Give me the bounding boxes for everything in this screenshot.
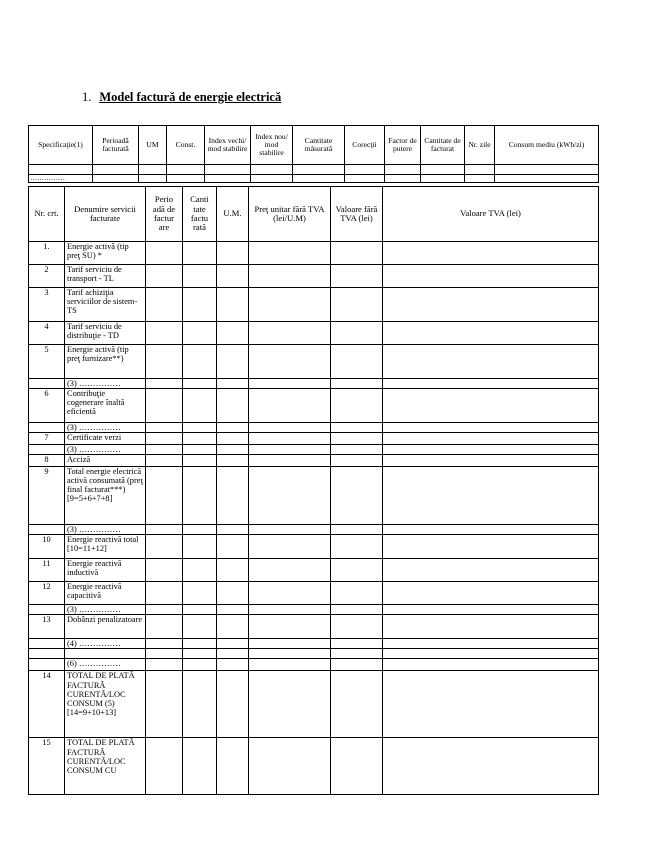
- service-name-cell: (3) ……………: [65, 423, 146, 433]
- service-name-cell: [65, 649, 146, 659]
- value-cell: [383, 559, 599, 582]
- value-cell: [249, 445, 331, 455]
- value-cell: [146, 242, 183, 265]
- spec-empty-row: [29, 165, 599, 175]
- value-cell: [183, 649, 217, 659]
- row-number-cell: 12: [29, 582, 65, 605]
- value-cell: [331, 649, 383, 659]
- value-cell: [183, 345, 217, 379]
- service-name-cell: Tarif serviciu de distribuţie - TD: [65, 322, 146, 345]
- value-cell: [183, 671, 217, 738]
- row-number-cell: 3: [29, 288, 65, 322]
- value-cell: [383, 423, 599, 433]
- value-cell: [146, 467, 183, 525]
- value-cell: [217, 525, 249, 535]
- row-number-cell: 13: [29, 615, 65, 639]
- value-cell: [249, 455, 331, 467]
- value-cell: [183, 659, 217, 671]
- value-cell: [146, 379, 183, 389]
- spec-header-cell: Index vechi/ mod stabilire: [205, 126, 251, 165]
- service-name-cell: TOTAL DE PLATĂ FACTURĂ CURENTĂ/LOC CONSUM (5) [14=9+10+13]: [65, 671, 146, 738]
- value-cell: [217, 288, 249, 322]
- value-cell: [331, 345, 383, 379]
- value-cell: [217, 738, 249, 795]
- row-number-cell: 8: [29, 455, 65, 467]
- value-cell: [383, 379, 599, 389]
- value-cell: [217, 455, 249, 467]
- row-number-cell: 14: [29, 671, 65, 738]
- invoice-header-cell: Canti tate factu rată: [183, 187, 217, 242]
- value-cell: [146, 649, 183, 659]
- value-cell: [331, 659, 383, 671]
- value-cell: [249, 345, 331, 379]
- value-cell: [249, 738, 331, 795]
- value-cell: [217, 605, 249, 615]
- value-cell: [146, 535, 183, 559]
- value-cell: [331, 322, 383, 345]
- row-number-cell: 1.: [29, 242, 65, 265]
- value-cell: [249, 379, 331, 389]
- value-cell: [217, 559, 249, 582]
- value-cell: [331, 379, 383, 389]
- spec-dots-cell: ……………: [29, 175, 93, 183]
- spec-header-cell: Cantitate măsurată: [293, 126, 345, 165]
- spec-header-cell: Consum mediu (kWh/zi): [495, 126, 599, 165]
- value-cell: [217, 433, 249, 445]
- row-number-cell: [29, 379, 65, 389]
- value-cell: [146, 445, 183, 455]
- value-cell: [183, 423, 217, 433]
- invoice-row: [29, 265, 599, 288]
- service-name-cell: (3) ……………: [65, 445, 146, 455]
- invoice-row: [29, 423, 599, 433]
- value-cell: [249, 288, 331, 322]
- value-cell: [249, 467, 331, 525]
- value-cell: [383, 582, 599, 605]
- invoice-header-cell: Nr. crt.: [29, 187, 65, 242]
- invoice-header-cell: Denumire servicii facturate: [65, 187, 146, 242]
- value-cell: [249, 582, 331, 605]
- value-cell: [217, 535, 249, 559]
- invoice-row: [29, 639, 599, 649]
- value-cell: [383, 615, 599, 639]
- value-cell: [331, 615, 383, 639]
- service-name-cell: (3) ……………: [65, 379, 146, 389]
- invoice-header-cell: Preţ unitar fără TVA (lei/U.M): [249, 187, 331, 242]
- value-cell: [146, 615, 183, 639]
- invoice-row: [29, 659, 599, 671]
- value-cell: [249, 242, 331, 265]
- invoice-header-cell: U.M.: [217, 187, 249, 242]
- value-cell: [183, 738, 217, 795]
- service-name-cell: Energie reactivă total [10=11+12]: [65, 535, 146, 559]
- value-cell: [331, 265, 383, 288]
- value-cell: [146, 605, 183, 615]
- value-cell: [331, 525, 383, 535]
- value-cell: [183, 535, 217, 559]
- value-cell: [249, 433, 331, 445]
- invoice-row: [29, 389, 599, 423]
- value-cell: [383, 345, 599, 379]
- row-number-cell: 5: [29, 345, 65, 379]
- spec-header-cell: Cantitate de facturat: [421, 126, 465, 165]
- value-cell: [146, 389, 183, 423]
- service-name-cell: (3) ……………: [65, 605, 146, 615]
- invoice-row: [29, 525, 599, 535]
- value-cell: [331, 582, 383, 605]
- value-cell: [146, 659, 183, 671]
- spec-header-row: [29, 126, 599, 165]
- invoice-row: [29, 445, 599, 455]
- invoice-row: [29, 433, 599, 445]
- value-cell: [249, 615, 331, 639]
- invoice-row: [29, 345, 599, 379]
- value-cell: [249, 535, 331, 559]
- value-cell: [249, 423, 331, 433]
- spec-dots-row: [29, 175, 599, 183]
- value-cell: [249, 322, 331, 345]
- value-cell: [146, 345, 183, 379]
- value-cell: [183, 525, 217, 535]
- value-cell: [383, 535, 599, 559]
- service-name-cell: Energie reactivă capacitivă: [65, 582, 146, 605]
- value-cell: [383, 525, 599, 535]
- spec-header-cell: Factor de putere: [385, 126, 421, 165]
- value-cell: [249, 265, 331, 288]
- value-cell: [217, 242, 249, 265]
- value-cell: [383, 389, 599, 423]
- value-cell: [217, 389, 249, 423]
- value-cell: [217, 639, 249, 649]
- value-cell: [146, 559, 183, 582]
- value-cell: [183, 265, 217, 288]
- row-number-cell: 10: [29, 535, 65, 559]
- value-cell: [383, 242, 599, 265]
- value-cell: [183, 582, 217, 605]
- value-cell: [217, 582, 249, 605]
- row-number-cell: [29, 649, 65, 659]
- value-cell: [217, 649, 249, 659]
- value-cell: [183, 379, 217, 389]
- value-cell: [249, 389, 331, 423]
- value-cell: [146, 738, 183, 795]
- value-cell: [217, 467, 249, 525]
- value-cell: [331, 445, 383, 455]
- value-cell: [217, 265, 249, 288]
- value-cell: [331, 535, 383, 559]
- service-name-cell: Contribuţie cogenerare înaltă eficientă: [65, 389, 146, 423]
- invoice-row: [29, 455, 599, 467]
- service-name-cell: Dobânzi penalizatoare: [65, 615, 146, 639]
- value-cell: [249, 659, 331, 671]
- value-cell: [331, 389, 383, 423]
- value-cell: [217, 659, 249, 671]
- value-cell: [331, 423, 383, 433]
- value-cell: [183, 389, 217, 423]
- service-name-cell: TOTAL DE PLATĂ FACTURĂ CURENTĂ/LOC CONSUM CU: [65, 738, 146, 795]
- value-cell: [146, 423, 183, 433]
- row-number-cell: [29, 423, 65, 433]
- invoice-row: [29, 738, 599, 795]
- value-cell: [383, 605, 599, 615]
- value-cell: [183, 605, 217, 615]
- service-name-cell: Energie activă (tip preţ SU) *: [65, 242, 146, 265]
- value-cell: [331, 671, 383, 738]
- value-cell: [183, 433, 217, 445]
- value-cell: [331, 455, 383, 467]
- value-cell: [249, 605, 331, 615]
- invoice-row: [29, 379, 599, 389]
- value-cell: [146, 582, 183, 605]
- value-cell: [249, 671, 331, 738]
- invoice-row: [29, 671, 599, 738]
- value-cell: [183, 615, 217, 639]
- value-cell: [217, 322, 249, 345]
- value-cell: [331, 605, 383, 615]
- value-cell: [146, 322, 183, 345]
- value-cell: [383, 455, 599, 467]
- row-number-cell: 2: [29, 265, 65, 288]
- row-number-cell: 7: [29, 433, 65, 445]
- value-cell: [383, 445, 599, 455]
- value-cell: [331, 559, 383, 582]
- value-cell: [331, 288, 383, 322]
- value-cell: [383, 738, 599, 795]
- value-cell: [383, 671, 599, 738]
- spec-header-cell: Index nou/ mod stabilire: [251, 126, 293, 165]
- service-name-cell: (6) ……………: [65, 659, 146, 671]
- invoice-row: [29, 467, 599, 525]
- heading-title: Model factură de energie electrică: [99, 90, 282, 104]
- value-cell: [383, 265, 599, 288]
- value-cell: [183, 639, 217, 649]
- invoice-row: [29, 615, 599, 639]
- spec-header-cell: UM: [139, 126, 167, 165]
- invoice-row: [29, 605, 599, 615]
- row-number-cell: 15: [29, 738, 65, 795]
- service-name-cell: (4) ……………: [65, 639, 146, 649]
- value-cell: [249, 649, 331, 659]
- value-cell: [383, 433, 599, 445]
- service-name-cell: Total energie electrică activă consumată (preţ final facturat***) [9=5+6+7+8]: [65, 467, 146, 525]
- value-cell: [249, 639, 331, 649]
- value-cell: [249, 525, 331, 535]
- spec-header-cell: Perioadă facturată: [93, 126, 139, 165]
- invoice-row: [29, 535, 599, 559]
- value-cell: [146, 639, 183, 649]
- row-number-cell: [29, 605, 65, 615]
- invoice-header-cell: Valoare fără TVA (lei): [331, 187, 383, 242]
- value-cell: [183, 242, 217, 265]
- value-cell: [331, 738, 383, 795]
- invoice-row: [29, 288, 599, 322]
- value-cell: [383, 322, 599, 345]
- value-cell: [183, 467, 217, 525]
- row-number-cell: [29, 525, 65, 535]
- value-cell: [146, 525, 183, 535]
- invoice-services-table: [28, 186, 599, 795]
- invoice-row: [29, 322, 599, 345]
- service-name-cell: Tarif achiziţia serviciilor de sistem-TS: [65, 288, 146, 322]
- service-name-cell: Energie activă (tip preţ furnizare**): [65, 345, 146, 379]
- invoice-row: [29, 582, 599, 605]
- value-cell: [217, 445, 249, 455]
- row-number-cell: 9: [29, 467, 65, 525]
- value-cell: [249, 559, 331, 582]
- value-cell: [217, 423, 249, 433]
- value-cell: [217, 345, 249, 379]
- value-cell: [183, 288, 217, 322]
- value-cell: [146, 433, 183, 445]
- spec-header-cell: Const.: [167, 126, 205, 165]
- invoice-row: [29, 242, 599, 265]
- service-name-cell: Certificate verzi: [65, 433, 146, 445]
- value-cell: [383, 467, 599, 525]
- value-cell: [331, 433, 383, 445]
- value-cell: [183, 559, 217, 582]
- spec-header-cell: Corecţii: [345, 126, 385, 165]
- service-name-cell: (3) ……………: [65, 525, 146, 535]
- row-number-cell: [29, 445, 65, 455]
- heading-number: 1.: [82, 90, 92, 104]
- value-cell: [383, 659, 599, 671]
- value-cell: [383, 649, 599, 659]
- service-name-cell: Acciză: [65, 455, 146, 467]
- row-number-cell: 4: [29, 322, 65, 345]
- value-cell: [217, 379, 249, 389]
- row-number-cell: [29, 659, 65, 671]
- row-number-cell: 11: [29, 559, 65, 582]
- value-cell: [217, 615, 249, 639]
- row-number-cell: [29, 639, 65, 649]
- value-cell: [331, 639, 383, 649]
- invoice-header-cell: Perio adă de factur are: [146, 187, 183, 242]
- value-cell: [331, 467, 383, 525]
- value-cell: [146, 265, 183, 288]
- value-cell: [217, 671, 249, 738]
- value-cell: [146, 455, 183, 467]
- value-cell: [383, 639, 599, 649]
- measurement-spec-table: [28, 125, 599, 183]
- service-name-cell: Energie reactivă inductivă: [65, 559, 146, 582]
- spec-header-cell: Nr. zile: [465, 126, 495, 165]
- value-cell: [183, 445, 217, 455]
- invoice-header-row: [29, 187, 599, 242]
- value-cell: [183, 455, 217, 467]
- service-name-cell: Tarif serviciu de transport - TL: [65, 265, 146, 288]
- invoice-row: [29, 559, 599, 582]
- invoice-header-cell: Valoare TVA (lei): [383, 187, 599, 242]
- invoice-row: [29, 649, 599, 659]
- value-cell: [146, 671, 183, 738]
- document-heading: [82, 90, 281, 105]
- value-cell: [331, 242, 383, 265]
- spec-header-cell: Specificaţie(1): [29, 126, 93, 165]
- value-cell: [383, 288, 599, 322]
- row-number-cell: 6: [29, 389, 65, 423]
- value-cell: [183, 322, 217, 345]
- value-cell: [146, 288, 183, 322]
